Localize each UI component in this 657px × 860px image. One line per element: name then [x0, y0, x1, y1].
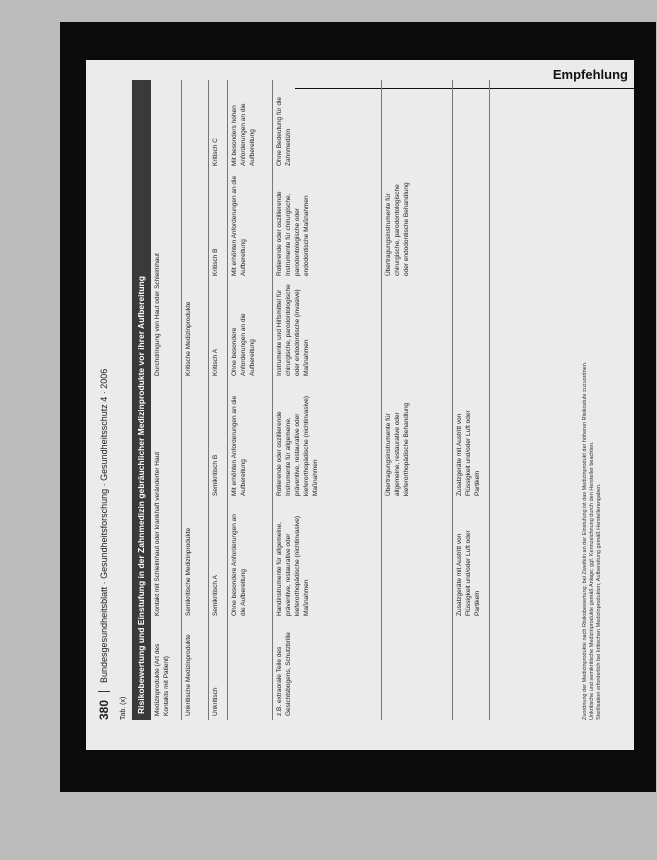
table-cell	[453, 280, 489, 380]
section-title: Empfehlung	[552, 67, 628, 82]
table-cell: Unkritische Medizinprodukte	[185, 634, 192, 716]
risk-table	[120, 80, 576, 720]
table-cell: Durchdringung von Haut oder Schleimhaut	[154, 253, 161, 376]
table-cell: Ohne Bedeutung für die Zahnmedizin	[276, 96, 292, 166]
table-cell: Zusatzgeräte mit Austritt von Flüssigkeit und/oder Luft oder Partikeln	[456, 530, 481, 616]
table-cell: Kritisch B	[212, 248, 219, 276]
table-footnotes	[582, 80, 616, 720]
footnote: Sterilisation erforderlich bei kritischen Medizinprodukten; Aufbereitung gemäß Herstellerangaben.	[596, 483, 602, 720]
table-cell: Semikritisch A	[212, 575, 219, 616]
table-row	[453, 80, 490, 720]
table-cell: Mit erhöhten Anforderungen an die Aufbereitung	[231, 395, 247, 496]
table-cell: Unkritisch	[212, 687, 219, 716]
table-cell	[382, 280, 452, 380]
table-cell: Kritisch A	[212, 348, 219, 376]
rotated-content	[96, 80, 616, 720]
table-cell: Kontakt mit Schleimhaut oder krankhaft veränderter Haut	[154, 451, 161, 616]
table-cell	[382, 500, 452, 620]
table-row	[228, 80, 273, 720]
table-cell: Mit erhöhten Anforderungen an die Aufbereitung	[231, 175, 247, 276]
table-cell	[453, 170, 489, 280]
table-cell: Ohne besondere Anforderungen an die Aufbereitung	[231, 514, 247, 616]
document-page	[86, 60, 634, 750]
table-cell: z.B. extraorale Teile des Gesichtsbogens, Schutzbrille	[276, 632, 292, 716]
footer-divider	[98, 691, 110, 692]
table-cell: Rotierende oder oszillierende Instrumente für allgemeine, präventive, restaurative oder kieferorthopädische (nichtinvasive) Maßnahmen	[276, 395, 319, 496]
table-cell	[228, 620, 272, 720]
table-cell: Kritische Medizinprodukte	[185, 301, 192, 376]
table-cell: Ohne besondere Anforderungen an die Aufbereitung	[231, 313, 256, 376]
table-cell: Kritisch C	[212, 138, 219, 166]
table-cell	[453, 80, 489, 170]
table-cell: Mit besonders hohen Anforderungen an die Aufbereitung	[231, 103, 256, 166]
table-cell: Instrumente und Hilfsmittel für chirurgische, parodontologische oder endodontische (invasive) Maßnahmen	[276, 284, 310, 376]
table-label: Tab. (x)	[120, 80, 133, 720]
table-cell: Übertragungsinstrumente für chirurgische, parodontologische oder endodontische Behandlung	[385, 182, 410, 276]
page-number: 380	[97, 699, 111, 720]
page-footer	[96, 80, 112, 720]
table-cell	[453, 620, 489, 720]
table-row	[151, 80, 182, 720]
table-row	[209, 80, 228, 720]
table-cell	[382, 620, 452, 720]
table-row	[182, 80, 209, 720]
table-cell: Medizinprodukte (Art des Kontakts mit Patient)	[154, 643, 170, 716]
table-row	[273, 80, 382, 720]
footnote: Zuordnung der Medizinprodukte nach Risikobewertung; bei Zweifeln an der Einstufung ist das Medizinprodukt der höheren Risikostufe zuzuordnen.	[582, 361, 588, 720]
table-title: Risikobewertung und Einstufung in der Zahnmedizin gebräuchlicher Medizinprodukte vor ihrer Aufbereitung	[133, 80, 151, 720]
table-cell: Semikritische Medizinprodukte	[185, 527, 192, 616]
table-cell: Handinstrumente für allgemeine, präventive, restaurative oder kieferorthopädische (nichtinvasive) Maßnahmen	[276, 515, 310, 616]
table-cell: Semikritisch B	[212, 454, 219, 496]
table-cell: Rotierende oder oszillierende Instrumente für chirurgische, parodontologische oder endodontische Maßnahmen	[276, 191, 310, 276]
table-row	[382, 80, 453, 720]
footnote: Unkritische und semikritische Medizinprodukte gemäß Anlage; ggf. Kennzeichnung durch den Hersteller beachten.	[589, 441, 595, 720]
journal-citation: Bundesgesundheitsblatt · Gesundheitsforschung · Gesundheitsschutz 4 · 2006	[99, 368, 109, 683]
table-cell: Zusatzgeräte mit Austritt von Flüssigkeit und/oder Luft oder Partikeln	[456, 410, 481, 496]
table-cell	[382, 80, 452, 170]
table-cell: Übertragungsinstrumente für allgemeine, restaurative oder kieferorthopädische Behandlung	[385, 402, 410, 496]
